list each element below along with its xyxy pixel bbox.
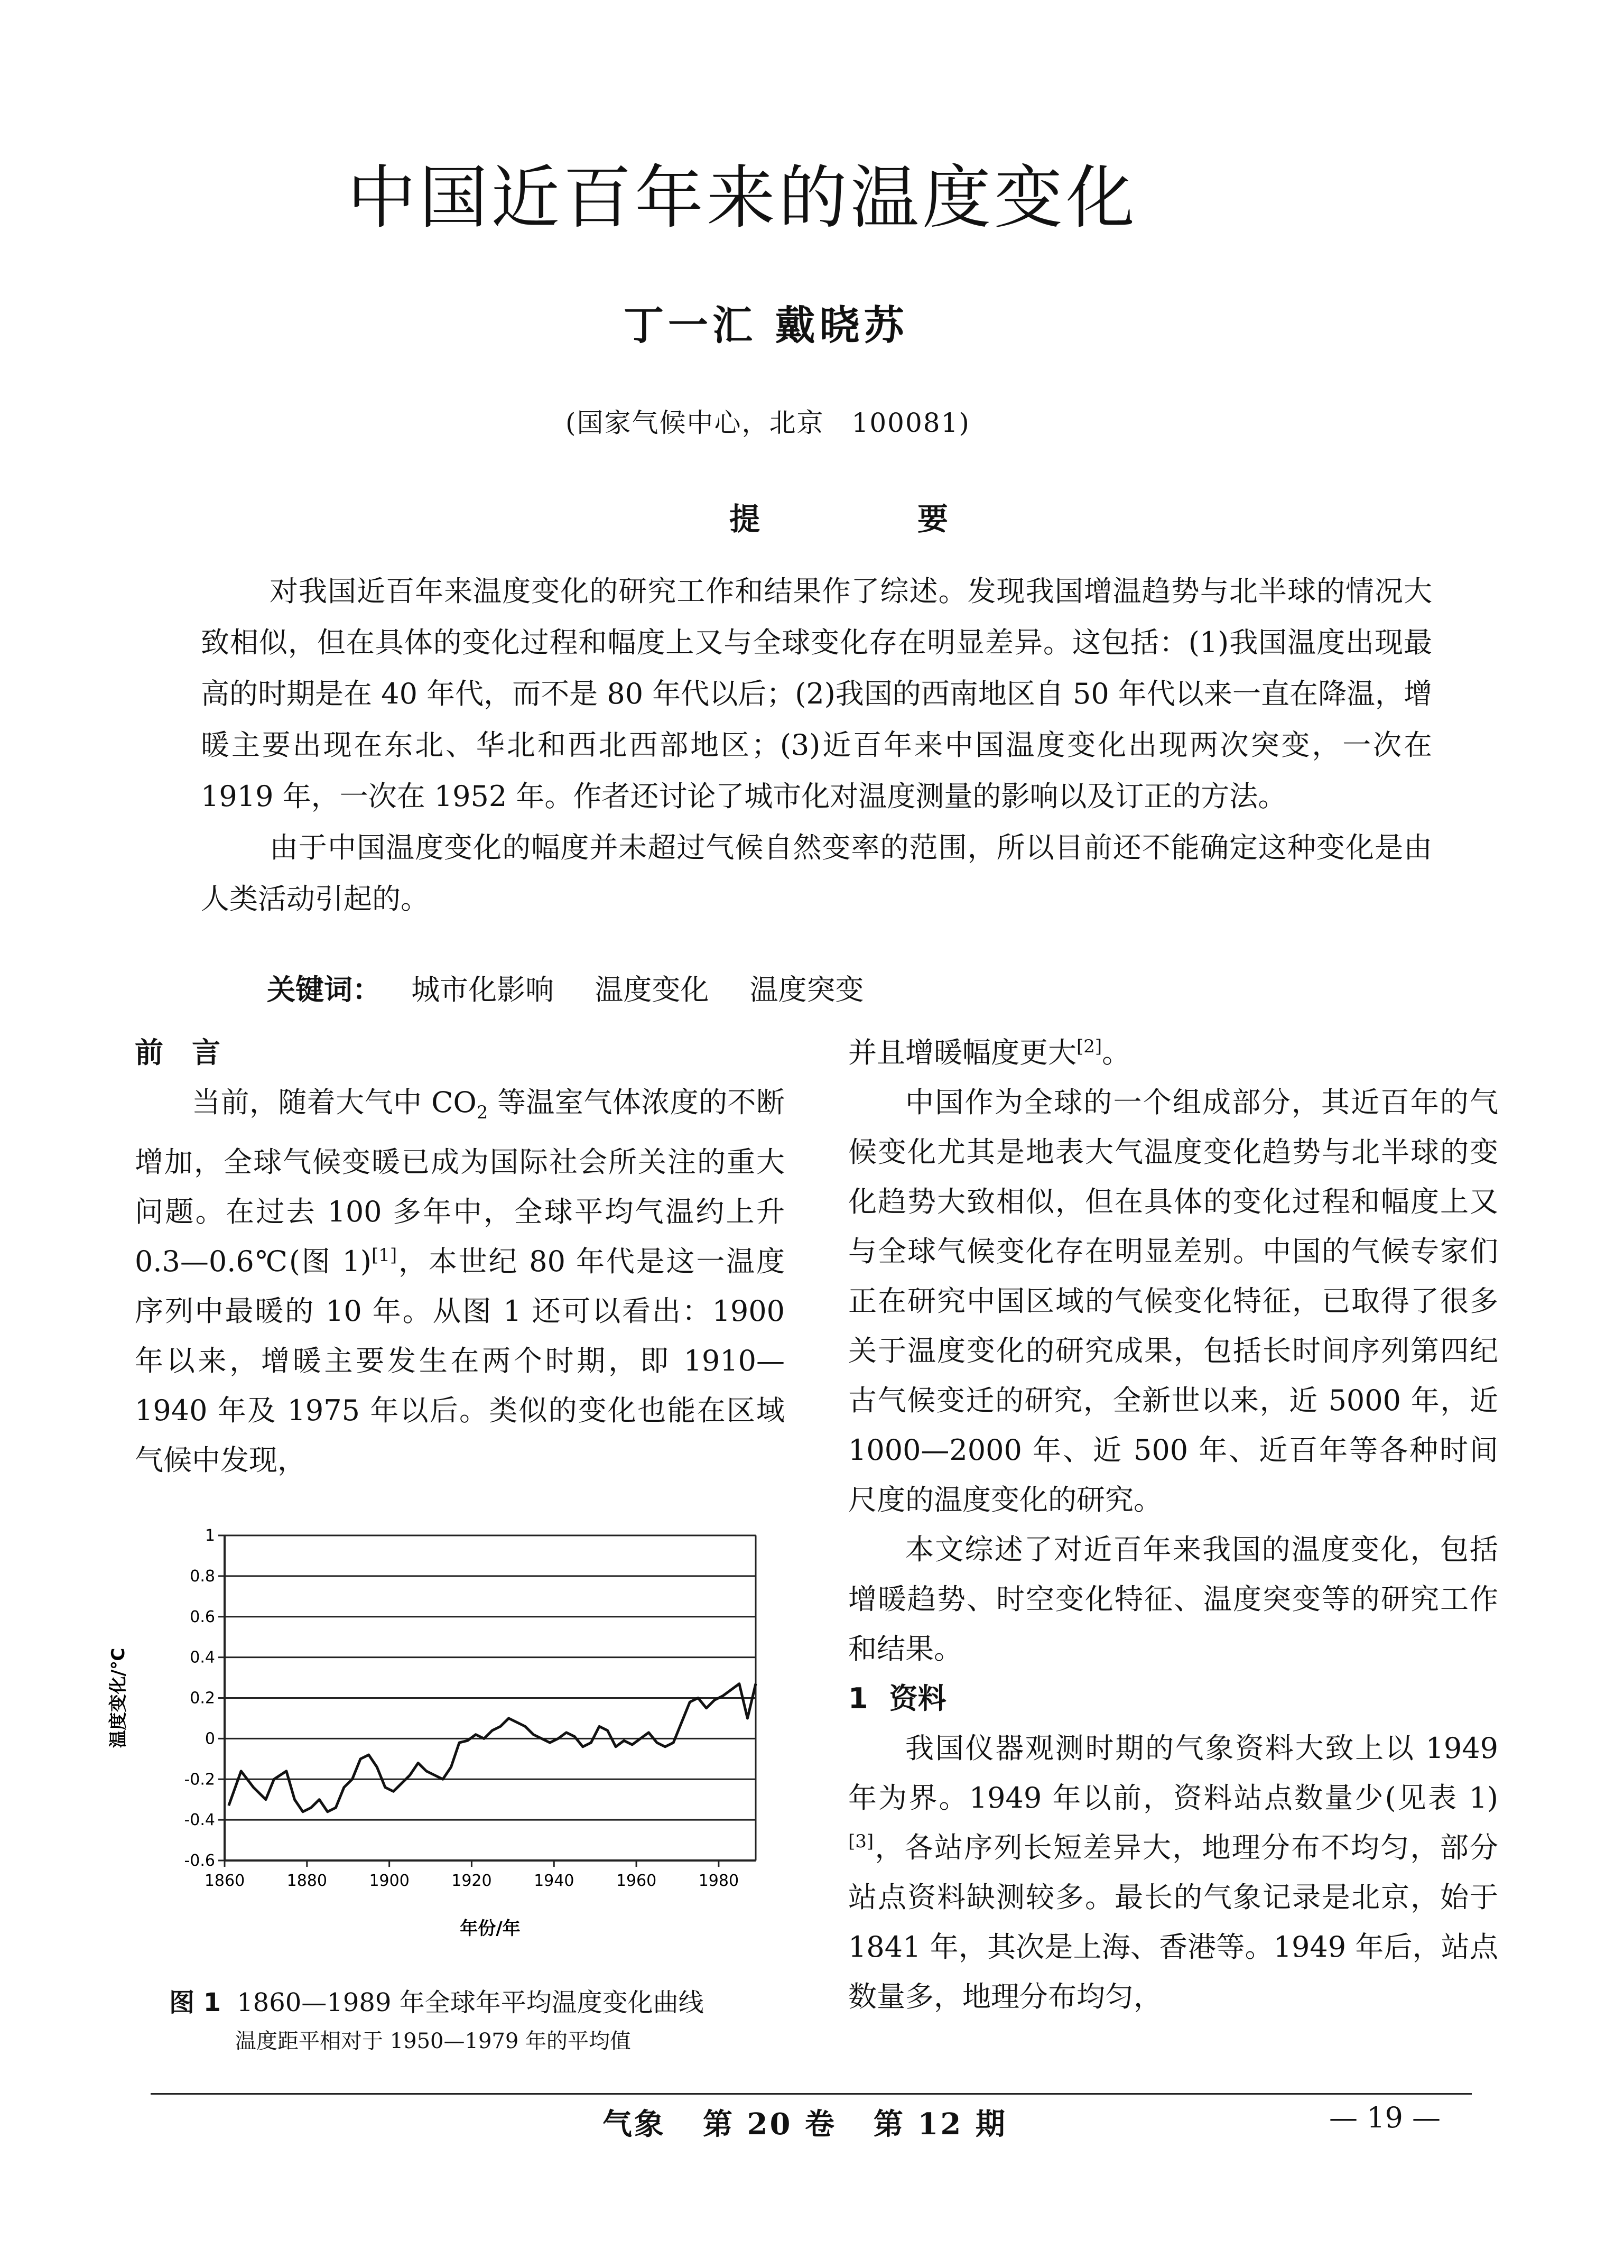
body-paragraph: 当前，随着大气中 $CO_2$ 等温室气体浓度的不断增加，全球气候变暖已成为国际社会所关注的重大问题。在过去 100 多年中，全球平均气温约上升 0.3—0.6℃(图 1)[1]，本世纪 80 年代是这一温度序列中最暖的 10 年。从图 1 还可以看出：1900 年以来，增暖主要发生在两个时期，即 1910—1940 年及 1975 年以后。类似的变化也能在区域气候中发现， <box>135 1086 785 1477</box>
section-heading-intro: 前 言 <box>135 1036 220 1069</box>
y-axis-label: 温度变化/℃ <box>108 1647 129 1748</box>
body-paragraph: 中国作为全球的一个组成部分，其近百年的气候变化尤其是地表大气温度变化趋势与北半球的变化趋势大致相似，但在具体的变化过程和幅度上又与全球气候变化存在明显差别。中国的气候专家们正在研究中国区域的气候变化特征，已取得了很多关于温度变化的研究成果，包括长时间序列第四纪古气候变迁的研究，全新世以来，近 5000 年，近 1000—2000 年、近 500 年、近百年等各种时间尺度的温度变化的研究。 <box>848 1086 1498 1516</box>
x-tick-label: 1980 <box>698 1872 739 1890</box>
y-tick-label: 0 <box>205 1729 215 1748</box>
subscript: 2 <box>476 1101 488 1123</box>
x-tick-label: 1940 <box>534 1872 574 1890</box>
figure-1 <box>95 1522 782 1961</box>
keyword: 温度变化 <box>595 973 709 1006</box>
y-tick-label: 1 <box>205 1526 215 1545</box>
page-number: — 19 — <box>1329 2101 1441 2134</box>
authors: 丁一汇 戴晓苏 <box>624 302 908 349</box>
y-tick-label: 0.4 <box>190 1648 215 1667</box>
y-tick-label: -0.6 <box>184 1852 215 1870</box>
citation-ref: [3] <box>848 1831 874 1852</box>
citation-ref: [2] <box>1077 1036 1102 1057</box>
y-tick-label: 0.2 <box>190 1689 215 1708</box>
y-tick-label: -0.4 <box>184 1811 215 1830</box>
abstract-paragraph: 由于中国温度变化的幅度并未超过气候自然变率的范围，所以目前还不能确定这种变化是由人类活动引起的。 <box>201 831 1432 915</box>
journal-volume: 第 20 卷 <box>703 2107 837 2142</box>
paper-title: 中国近百年来的温度变化 <box>347 158 1138 238</box>
x-axis-label: 年份/年 <box>460 1918 521 1939</box>
x-tick-label: 1860 <box>204 1872 245 1890</box>
abstract-paragraph: 对我国近百年来温度变化的研究工作和结果作了综述。发现我国增温趋势与北半球的情况大致相似，但在具体的变化过程和幅度上又与全球变化存在明显差异。这包括：(1)我国温度出现最高的时期是在 40 年代，而不是 80 年代以后；(2)我国的西南地区自 50 年代以来一直在降温，增暖主要出现在东北、华北和西北西部地区；(3)近百年来中国温度变化出现两次突变，一次在 1919 年，一次在 1952 年。作者还讨论了城市化对温度测量的影响以及订正的方法。 <box>201 575 1432 813</box>
section-heading-data <box>848 1674 1498 1724</box>
keyword: 城市化影响 <box>411 973 554 1006</box>
keywords-label: 关键词： <box>267 973 381 1006</box>
keywords <box>267 967 896 1008</box>
citation-ref: [1] <box>371 1244 397 1266</box>
y-tick-label: 0.8 <box>190 1567 215 1586</box>
body-paragraph: 我国仪器观测时期的气象资料大致上以 1949 年为界。1949 年以前，资料站点数量少(见表 1)[3]，各站序列长短差异大，地理分布不均匀，部分站点资料缺测较多。最长的气象记录是北京，始于 1841 年，其次是上海、香港等。1949 年后，站点数量多，地理分布均匀， <box>848 1732 1498 2013</box>
temperature-chart <box>95 1522 782 1961</box>
figure-caption <box>169 1982 704 2019</box>
body-paragraph: 本文综述了对近百年来我国的温度变化，包括增暖趋势、时空变化特征、温度突变等的研究工作和结果。 <box>848 1533 1498 1665</box>
journal-name: 气象 <box>602 2107 666 2142</box>
right-column <box>848 1028 1498 2022</box>
x-tick-label: 1900 <box>369 1872 410 1890</box>
footer-rule <box>151 2093 1472 2095</box>
affiliation: (国家气候中心，北京 100081) <box>565 408 970 438</box>
y-tick-label: -0.2 <box>184 1770 215 1789</box>
x-tick-label: 1880 <box>286 1872 327 1890</box>
abstract-heading: 提 要 <box>729 501 1012 537</box>
keyword: 温度突变 <box>749 973 864 1006</box>
y-tick-label: 0.6 <box>190 1607 215 1626</box>
body-paragraph-continued: 并且增暖幅度更大[2]。 <box>848 1036 1131 1069</box>
abstract <box>201 566 1432 924</box>
x-tick-label: 1960 <box>616 1872 657 1890</box>
figure-caption-text: 1860—1989 年全球年平均温度变化曲线 <box>237 1988 704 2017</box>
left-column <box>135 1028 785 1485</box>
section-title: 资料 <box>889 1682 946 1715</box>
x-tick-label: 1920 <box>451 1872 492 1890</box>
figure-label: 图 1 <box>169 1988 221 2017</box>
figure-caption-note: 温度距平相对于 1950—1979 年的平均值 <box>235 2029 632 2053</box>
section-number: 1 <box>848 1682 868 1715</box>
journal-issue: 第 12 期 <box>873 2107 1007 2142</box>
footer-journal-info <box>602 2101 1044 2143</box>
temperature-series-line <box>229 1684 756 1812</box>
